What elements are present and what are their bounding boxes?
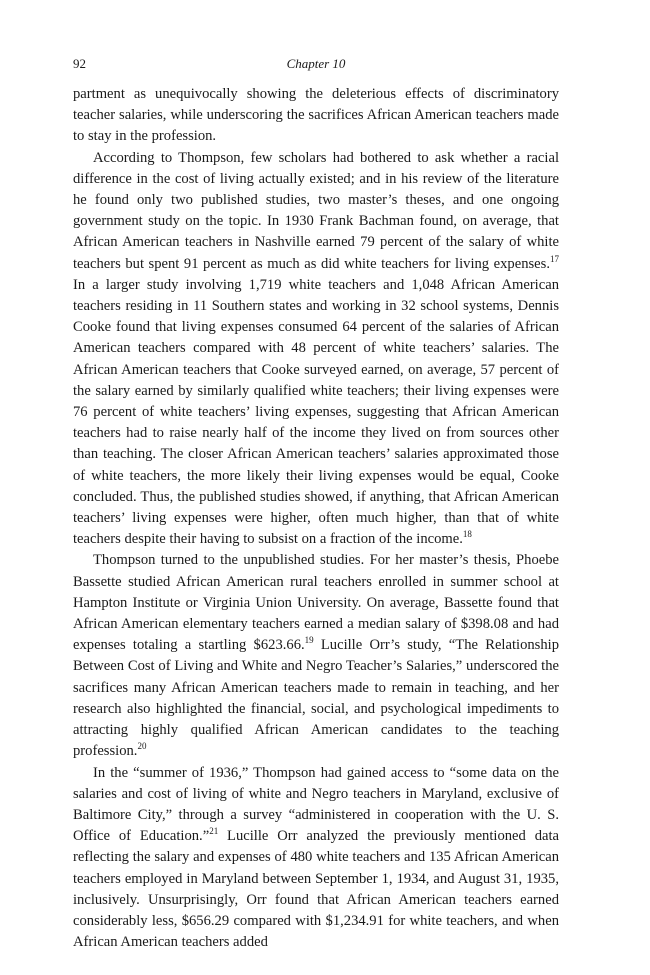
paragraph-text: In a larger study involving 1,719 white teachers and 1,048 African American teachers residing in 11 Southern states and working in 32 school systems, Dennis Cooke found that living expenses consumed 64 percent of the salaries of African American teachers compared with 48 percent of white teachers’ salaries. The African American teachers that Cooke surveyed earned, on average, 57 percent of the salary earned by similarly qualified white teachers; their living expenses were 76 percent of white teachers’ living expenses, suggesting that African American teachers had to raise nearly half of the income they lived on from sources other than teaching. The closer African American teachers’ salaries approximated those of white teachers, the more likely their living expenses would be equal, Cooke concluded. Thus, the published studies showed, if anything, that African American teachers’ living expenses were higher, often much higher, than that of white teachers despite their having to subsist on a fraction of the income. (73, 276, 559, 548)
body-text (73, 84, 559, 953)
book-page (73, 55, 559, 953)
paragraph (73, 148, 559, 551)
footnote-marker: 18 (462, 529, 472, 540)
paragraph (73, 550, 559, 762)
paragraph-text: Lucille Orr’s study, “The Relationship Between Cost of Living and White and Negro Teacher’s Salaries,” underscored the sacrifices many African American teachers made to remain in teaching, and her research also highlighted the financial, social, and psychological impediments to attracting highly qualified African American candidates to the teaching profession. (73, 637, 559, 760)
paragraph-text: In the “summer of 1936,” Thompson had gained access to “some data on the salaries and cost of living of white and Negro teachers in Maryland, exclusive of Baltimore City,” through a survey “administered in cooperation with the U. S. Office of Education.” (73, 764, 559, 845)
page-number: 92 (73, 56, 86, 71)
running-head (73, 55, 559, 73)
footnote-marker: 21 (209, 826, 219, 837)
chapter-title: Chapter 10 (286, 56, 346, 71)
paragraph-text: Thompson turned to the unpublished studies. For her master’s thesis, Phoebe Bassette studied African American rural teachers enrolled in summer school at Hampton Institute or Virginia Union University. On average, Bassette found that African American elementary teachers earned a median salary of $398.08 and had expenses totaling a startling $623.66. (73, 552, 559, 654)
footnote-marker: 17 (550, 253, 559, 264)
footnote-marker: 19 (304, 635, 314, 646)
paragraph (73, 84, 559, 148)
paragraph-text: According to Thompson, few scholars had bothered to ask whether a racial difference in the cost of living actually existed; and in his review of the literature he found only two published studies, two master’s theses, and one ongoing government study on the topic. In 1930 Frank Bachman found, on average, that African American teachers in Nashville earned 79 percent of the salary of white teachers but spent 91 percent as much as did white teachers for living expenses. (73, 149, 559, 272)
paragraph (73, 763, 559, 954)
paragraph-text: partment as unequivocally showing the deleterious effects of discriminatory teacher salaries, while underscoring the sacrifices African American teachers made to stay in the profession. (73, 86, 559, 145)
footnote-marker: 20 (137, 741, 147, 752)
paragraph-text: Lucille Orr analyzed the previously mentioned data reflecting the salary and expenses of 480 white teachers and 135 African American teachers employed in Maryland between September 1, 1934, and August 31, 1935, inclusively. Unsurprisingly, Orr found that African American teachers earned considerably less, $656.29 compared with $1,234.91 for white teachers, and when African American teachers added (73, 828, 560, 951)
